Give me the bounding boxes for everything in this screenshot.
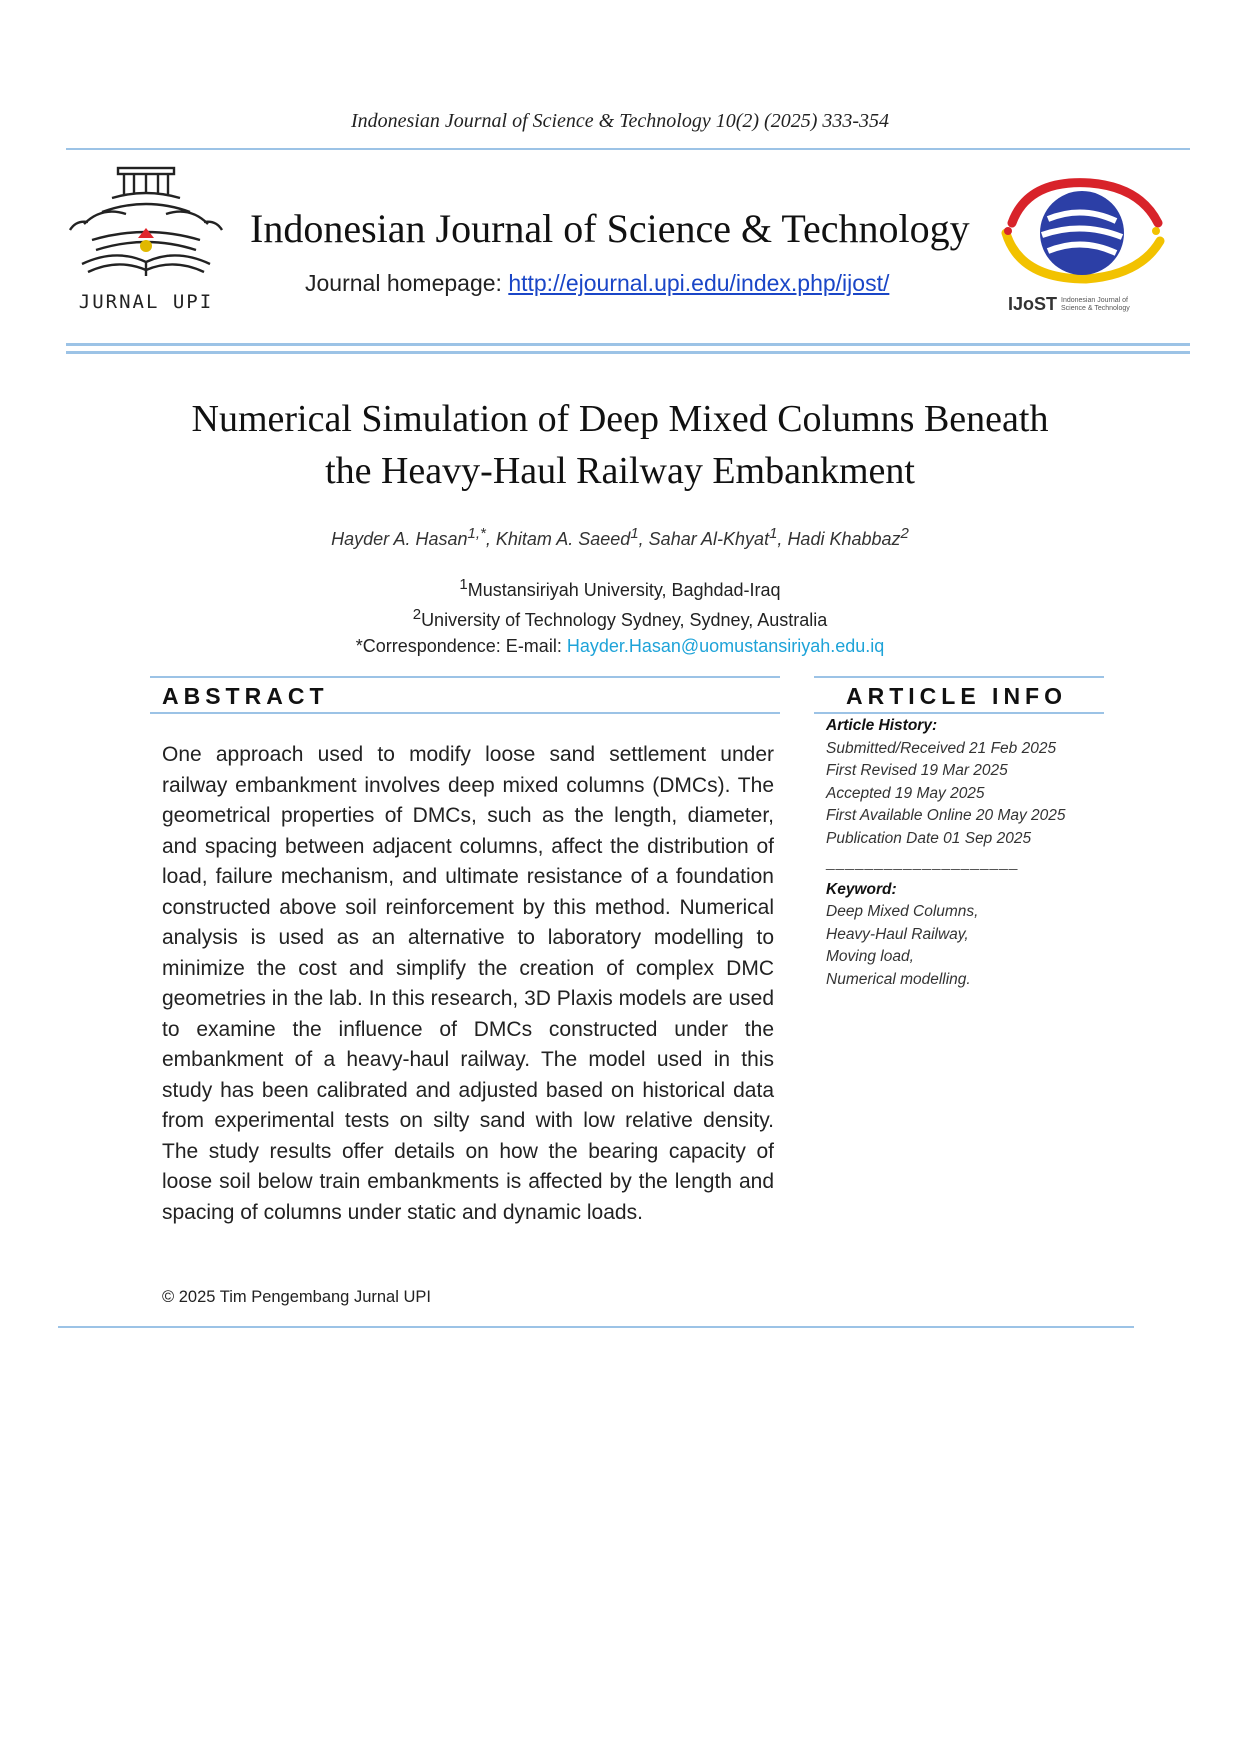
correspondence-label: *Correspondence: E-mail: (355, 636, 567, 656)
journal-title: Indonesian Journal of Science & Technology (250, 206, 970, 251)
history-item: First Revised 19 Mar 2025 (826, 762, 1008, 779)
keyword-item: Numerical modelling. (826, 970, 971, 988)
affiliation-sup: 1 (459, 576, 468, 593)
ijost-logo-sub-line1: Indonesian Journal of (1061, 296, 1128, 304)
affiliation-text: Mustansiriyah University, Baghdad-Iraq (467, 580, 781, 600)
author-name: Sahar Al-Khyat (648, 529, 770, 549)
abstract-heading: ABSTRACT (162, 683, 329, 709)
keyword-item: Moving load, (826, 948, 914, 965)
article-info-rule-bottom (814, 712, 1104, 714)
homepage-link[interactable]: http://ejournal.upi.edu/index.php/ijost/ (508, 270, 890, 296)
authors: Hayder A. Hasan$^{1,*}$, Khitam A. Saeed$^1$, Sahar Al-Khyat$^1$, Hadi Khabbaz$^2$ (331, 525, 909, 549)
article-info-rule-top (814, 676, 1104, 678)
abstract-text: One approach used to modify loose sand settlement under railway embankment involves deep mixed columns (DMCs). The geometrical properties of DMCs, such as the length, diameter, and spacing between adjacent columns, affect the distribution of load, failure mechanism, and ultimate resistance of a foundation constructed above soil reinforcement by this method. Numerical analysis is used as an alternative to laboratory modelling to minimize the cost and simplify the creation of complex DMC geometries in the lab. In this research, 3D Plaxis models are used to examine the influence of DMCs constructed under the embankment of a heavy-haul railway. The model used in this study has been calibrated and adjusted based on historical data from experimental tests on silty sand with low relative density. The study results offer details on how the bearing capacity of loose soil below train embankments is affected by the length and spacing of columns under static and dynamic loads. (162, 743, 774, 1224)
keyword-item: Deep Mixed Columns, (826, 903, 979, 920)
abstract-rule-bottom (150, 712, 780, 714)
masthead-rule-top (66, 343, 1190, 346)
correspondence-email[interactable]: Hayder.Hasan@uomustansiriyah.edu.iq (566, 636, 885, 656)
author-name: Khitam A. Saeed (495, 529, 631, 549)
footer-rule (58, 1326, 1134, 1328)
journal-homepage (305, 270, 889, 297)
correspondence (0, 636, 1240, 657)
ijost-globe-icon (990, 175, 1170, 285)
history-item: Publication Date 01 Sep 2025 (826, 829, 1032, 847)
running-header: Indonesian Journal of Science & Technology 10(2) (2025) 333-354 (350, 110, 890, 132)
article-history-label: Article History: (826, 717, 938, 734)
ijost-logo-subtitle (1061, 297, 1130, 313)
article-title-line1: Numerical Simulation of Deep Mixed Columns Beneath (191, 398, 1049, 440)
masthead-rule-bottom (66, 351, 1190, 354)
history-item: Submitted/Received 21 Feb 2025 (826, 739, 1057, 757)
ijost-logo (990, 175, 1170, 325)
affiliation-1 (0, 576, 1240, 601)
jurnal-upi-emblem-icon (62, 160, 230, 284)
article-title (0, 393, 1240, 497)
article-history (826, 715, 1096, 991)
header-rule (66, 148, 1190, 150)
history-item: Accepted 19 May 2025 (826, 784, 985, 802)
affiliation-sup: 2 (412, 606, 422, 623)
author-sup: 1,* (467, 525, 486, 542)
history-item: First Available Online 20 May 2025 (826, 807, 1066, 824)
jurnal-upi-logo (62, 160, 230, 313)
author-sup: 1 (630, 525, 639, 542)
abstract-rule-top (150, 676, 780, 678)
info-separator: ____________________ (826, 854, 1019, 871)
article-title-line2: the Heavy-Haul Railway Embankment (325, 450, 915, 492)
affiliation-text: University of Technology Sydney, Sydney, Australia (421, 610, 828, 630)
author-name: Hadi Khabbaz (787, 529, 901, 549)
copyright: © 2025 Tim Pengembang Jurnal UPI (162, 1288, 431, 1306)
author-name: Hayder A. Hasan (331, 529, 468, 549)
affiliation-2 (0, 606, 1240, 631)
jurnal-upi-logo-text: JURNAL UPI (78, 291, 214, 313)
keyword-item: Heavy-Haul Railway, (826, 925, 969, 943)
author-sup: 2 (900, 525, 909, 542)
keyword-label: Keyword: (826, 880, 897, 898)
article-info-heading: ARTICLE INFO (846, 683, 1067, 709)
homepage-label: Journal homepage: (305, 270, 509, 296)
ijost-logo-sub-line2: Science & Technology (1061, 304, 1130, 312)
author-sup: 1 (769, 525, 778, 542)
ijost-logo-abbr: IJoST (1008, 294, 1058, 314)
